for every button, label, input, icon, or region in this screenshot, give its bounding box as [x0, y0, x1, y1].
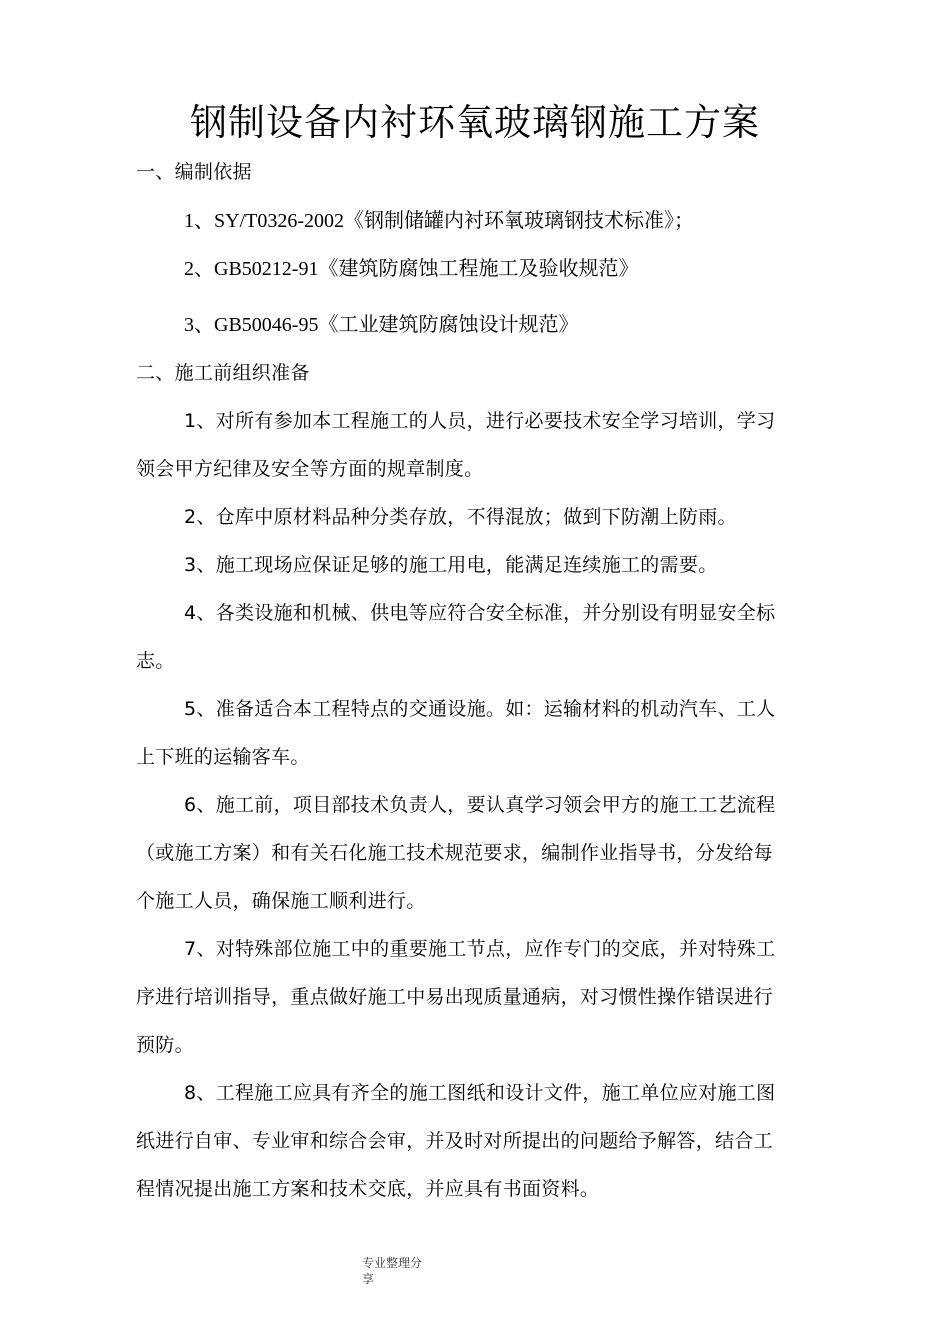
section-heading-preparation: 二、施工前组织准备 — [136, 362, 310, 384]
footer-line: 专业整理分 — [362, 1256, 423, 1270]
paragraph-line: （或施工方案）和有关石化施工技术规范要求，编制作业指导书，分发给每 — [136, 842, 773, 864]
paragraph-line: 1、对所有参加本工程施工的人员，进行必要技术安全学习培训，学习 — [184, 410, 776, 432]
paragraph-line: 3、施工现场应保证足够的施工用电，能满足连续施工的需要。 — [184, 554, 718, 576]
page-footer — [362, 1255, 442, 1287]
paragraph-line: 个施工人员，确保施工顺利进行。 — [136, 890, 426, 912]
section-heading-basis: 一、编制依据 — [136, 161, 252, 183]
paragraph-line: 4、各类设施和机械、供电等应符合安全标准，并分别设有明显安全标 — [184, 602, 776, 624]
paragraph-line: 8、工程施工应具有齐全的施工图纸和设计文件，施工单位应对施工图 — [184, 1082, 776, 1104]
paragraph-line: 领会甲方纪律及安全等方面的规章制度。 — [136, 458, 484, 480]
document-title: 钢制设备内衬环氧玻璃钢施工方案 — [190, 101, 760, 144]
paragraph-line: 7、对特殊部位施工中的重要施工节点，应作专门的交底，并对特殊工 — [184, 938, 776, 960]
paragraph-line: 上下班的运输客车。 — [136, 746, 310, 768]
reference-2: 2、GB50212-91《建筑防腐蚀工程施工及验收规范》 — [184, 258, 639, 280]
footer-line: 享 — [362, 1272, 375, 1286]
paragraph-line: 预防。 — [136, 1034, 194, 1056]
paragraph-line: 程情况提出施工方案和技术交底，并应具有书面资料。 — [136, 1178, 600, 1200]
paragraph-line: 序进行培训指导，重点做好施工中易出现质量通病，对习惯性操作错误进行 — [136, 986, 773, 1008]
paragraph-line: 5、准备适合本工程特点的交通设施。如：运输材料的机动汽车、工人 — [184, 698, 776, 720]
paragraph-line: 志。 — [136, 650, 175, 672]
paragraph-line: 纸进行自审、专业审和综合会审，并及时对所提出的问题给予解答，结合工 — [136, 1130, 773, 1152]
reference-1: 1、SY/T0326-2002《钢制储罐内衬环氧玻璃钢技术标准》； — [184, 210, 694, 232]
reference-3: 3、GB50046-95《工业建筑防腐蚀设计规范》 — [184, 314, 579, 336]
paragraph-line: 6、施工前，项目部技术负责人，要认真学习领会甲方的施工工艺流程 — [184, 794, 776, 816]
paragraph-line: 2、仓库中原材料品种分类存放，不得混放；做到下防潮上防雨。 — [184, 506, 737, 528]
